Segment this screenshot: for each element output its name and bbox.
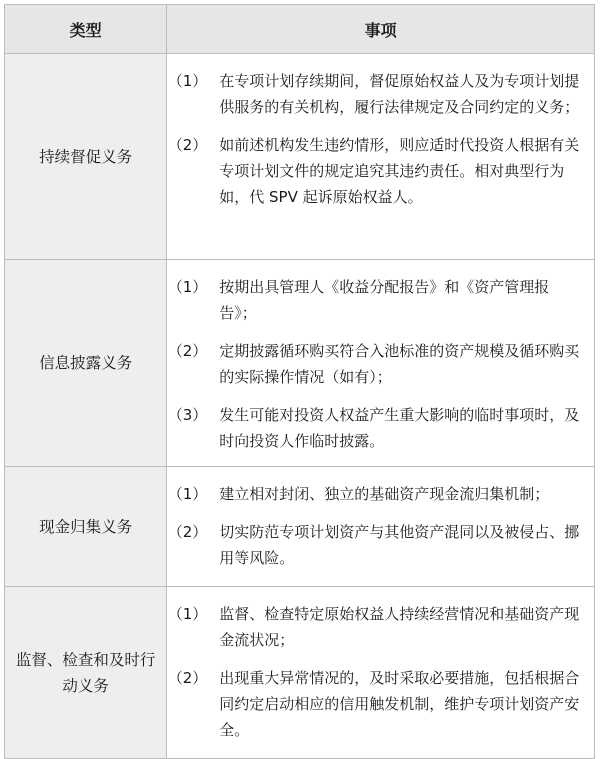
list-item: [167, 601, 594, 653]
item-text: 在专项计划存续期间，督促原始权益人及为专项计划提供服务的有关机构，履行法律规定及合同约定的义务；: [219, 72, 580, 116]
list-item: [167, 402, 594, 454]
item-number: （2）: [167, 342, 208, 360]
list-item: [167, 132, 594, 210]
item-text: 定期披露循环购买符合入池标准的资产规模及循环购买的实际操作情况（如有）；: [219, 342, 580, 386]
list-item: [167, 665, 594, 743]
item-number: （1）: [167, 605, 208, 623]
item-text: 监督、检查特定原始权益人持续经营情况和基础资产现金流状况；: [219, 605, 580, 649]
item-text: 发生可能对投资人权益产生重大影响的临时事项时，及时向投资人作临时披露。: [219, 406, 580, 450]
table-row: [5, 467, 595, 587]
header-type: 类型: [5, 5, 167, 54]
type-cell: 现金归集义务: [5, 467, 167, 587]
list-item: [167, 338, 594, 390]
table-header-row: [5, 5, 595, 54]
items-cell: [167, 260, 595, 467]
item-number: （2）: [167, 136, 208, 154]
item-text: 建立相对封闭、独立的基础资产现金流归集机制；: [219, 485, 550, 503]
item-text: 如前述机构发生违约情形，则应适时代投资人根据有关专项计划文件的规定追究其违约责任。相对典型行为如，代 SPV 起诉原始权益人。: [219, 136, 580, 206]
table-row: [5, 587, 595, 759]
item-text: 出现重大异常情况的，及时采取必要措施，包括根据合同约定启动相应的信用触发机制，维护专项计划资产安全。: [219, 669, 580, 739]
item-text: 按期出具管理人《收益分配报告》和《资产管理报告》；: [219, 278, 550, 322]
items-cell: [167, 467, 595, 587]
type-cell: 持续督促义务: [5, 54, 167, 260]
item-text: 切实防范专项计划资产与其他资产混同以及被侵占、挪用等风险。: [219, 523, 580, 567]
type-cell: 监督、检查和及时行动义务: [5, 587, 167, 759]
items-cell: [167, 54, 595, 260]
table-row: [5, 260, 595, 467]
item-number: （2）: [167, 669, 208, 687]
item-number: （1）: [167, 485, 208, 503]
list-item: [167, 519, 594, 571]
header-items: 事项: [167, 5, 595, 54]
list-item: [167, 68, 594, 120]
item-number: （3）: [167, 406, 208, 424]
obligations-table: [4, 4, 595, 759]
list-item: [167, 481, 594, 507]
table-row: [5, 54, 595, 260]
list-item: [167, 274, 594, 326]
items-cell: [167, 587, 595, 759]
item-number: （1）: [167, 278, 208, 296]
type-cell: 信息披露义务: [5, 260, 167, 467]
item-number: （2）: [167, 523, 208, 541]
item-number: （1）: [167, 72, 208, 90]
